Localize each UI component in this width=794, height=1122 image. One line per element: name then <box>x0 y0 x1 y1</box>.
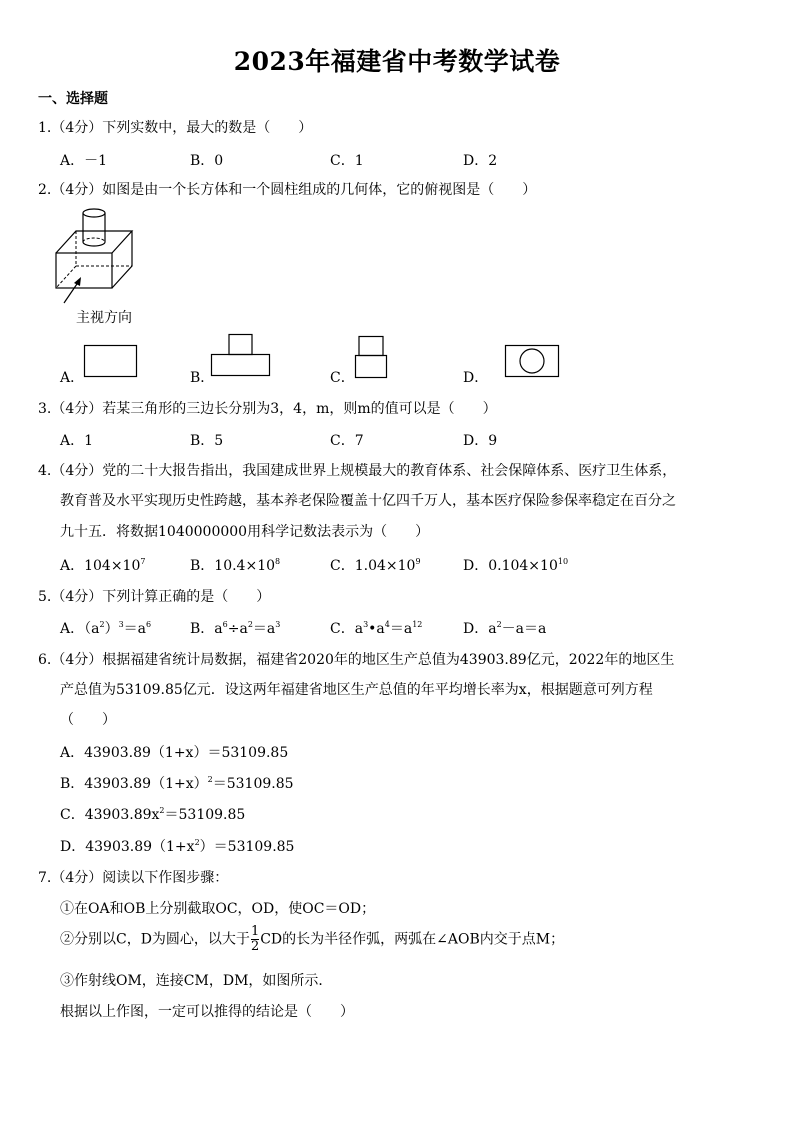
q5-option-c: C．$a^3•a^4=a^{12}$ <box>330 620 423 637</box>
solid-figure <box>50 205 140 305</box>
q6-option-a: A．43903.89（1+x）＝53109.85 <box>60 745 289 761</box>
question-4-line-3: 九十五．将数据1040000000用科学记数法表示为（ ） <box>60 524 430 540</box>
q6-option-d: D．$43903.89(1+x^2)=53109.85$ <box>60 838 295 855</box>
q4-option-b: B．$10.4\times 10^8$ <box>190 557 281 574</box>
q7-step-1: ①在OA和OB上分别截取OC，OD，使OC＝OD； <box>60 901 376 917</box>
q7-step-2: ②分别以C，D为圆心，以大于 $\frac{1}{2}$ CD的长为半径作弧，两弧在∠AOB内交于点M； <box>60 924 565 954</box>
question-7-stem: 7.（4分）阅读以下作图步骤： <box>38 870 229 886</box>
q2-option-c: C． <box>330 370 355 386</box>
question-2-stem: 2.（4分）如图是由一个长方体和一个圆柱组成的几何体，它的俯视图是（ ） <box>38 182 537 198</box>
q3-option-c: C．7 <box>330 433 364 449</box>
question-4-line-1: 4.（4分）党的二十大报告指出，我国建成世界上规模最大的教育体系、社会保障体系、医疗卫生体系， <box>38 463 677 479</box>
question-6-line-2: 产总值为53109.85亿元．设这两年福建省地区生产总值的年平均增长率为x，根据题意可列方程 <box>60 682 653 698</box>
q5-option-d: D．$a^2-a=a$ <box>463 620 547 637</box>
option-a-shape <box>84 345 138 379</box>
q2-option-b: B． <box>190 370 215 386</box>
question-6-line-1: 6.（4分）根据福建省统计局数据，福建省2020年的地区生产总值为43903.89亿元，2022年的地区生 <box>38 652 675 668</box>
question-3-stem: 3.（4分）若某三角形的三边长分别为3，4，m，则m的值可以是（ ） <box>38 401 497 417</box>
q5-option-b: B．$a^6\div a^2=a^3$ <box>190 620 281 637</box>
q3-option-a: A．1 <box>60 433 94 449</box>
q1-option-a: A．－1 <box>60 153 108 169</box>
q2-option-d: D． <box>463 370 489 386</box>
q2-option-a: A． <box>60 370 85 386</box>
q3-option-b: B．5 <box>190 433 224 449</box>
q4-option-a: A．$104\times 10^7$ <box>60 557 146 574</box>
q4-option-d: D．$0.104\times 10^{10}$ <box>463 557 569 574</box>
question-5-stem: 5.（4分）下列计算正确的是（ ） <box>38 589 271 605</box>
figure-caption: 主视方向 <box>76 310 132 326</box>
q1-option-d: D．2 <box>463 153 498 169</box>
page-title: 2023年福建省中考数学试卷 <box>233 47 561 76</box>
q1-option-b: B．0 <box>190 153 224 169</box>
q3-option-d: D．9 <box>463 433 498 449</box>
question-6-line-3: （ ） <box>60 712 116 728</box>
q1-option-c: C．1 <box>330 153 364 169</box>
fraction-half: $\frac{1}{2}$ <box>250 924 260 954</box>
question-4-line-2: 教育普及水平实现历史性跨越，基本养老保险覆盖十亿四千万人，基本医疗保险参保率稳定在百分之 <box>60 493 676 509</box>
q5-option-a: A．$(a^2)^3=a^6$ <box>60 620 152 637</box>
question-1-stem: 1.（4分）下列实数中，最大的数是（ ） <box>38 120 313 136</box>
q6-option-c: C．$43903.89x^2=53109.85$ <box>60 806 246 823</box>
q7-conclusion: 根据以上作图，一定可以推得的结论是（ ） <box>60 1004 354 1020</box>
q4-option-c: C．$1.04\times 10^9$ <box>330 557 421 574</box>
section-heading: 一、选择题 <box>38 91 108 107</box>
option-b-shape <box>211 334 271 378</box>
option-d-shape <box>505 345 561 379</box>
option-c-shape <box>355 336 389 380</box>
q7-step-3: ③作射线OM，连接CM，DM，如图所示． <box>60 973 333 989</box>
q6-option-b: B．$43903.89(1+x)^2=53109.85$ <box>60 775 294 792</box>
